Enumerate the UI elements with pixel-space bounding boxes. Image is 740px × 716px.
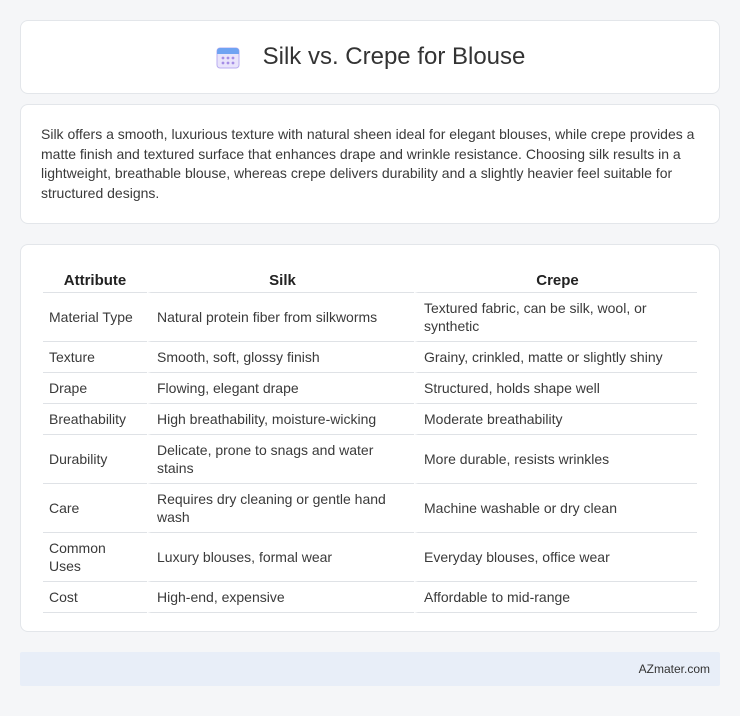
- table-row: [43, 484, 697, 533]
- table-cell: Cost: [43, 582, 147, 613]
- table-cell: Natural protein fiber from silkworms: [147, 293, 414, 342]
- table-row: [43, 435, 697, 484]
- header-crepe: Crepe: [414, 263, 697, 293]
- table-cell: High breathability, moisture-wicking: [147, 404, 414, 435]
- intro-text: Silk offers a smooth, luxurious texture with natural sheen ideal for elegant blouses, while crepe provides a matte finish and textured surface that enhances drape and wrinkle resistance. Choosing silk results in a lightweight, breathable blouse, whereas crepe delivers durability and a slightly heavier feel suitable for structured designs.: [41, 126, 695, 201]
- table-cell: More durable, resists wrinkles: [414, 435, 697, 484]
- calendar-icon: [215, 44, 241, 70]
- title-card: [20, 20, 720, 94]
- table-cell: High-end, expensive: [147, 582, 414, 613]
- table-cell: Everyday blouses, office wear: [414, 533, 697, 582]
- table-cell: Flowing, elegant drape: [147, 373, 414, 404]
- table-row: [43, 342, 697, 373]
- comparison-table: [43, 263, 697, 613]
- table-cell: Grainy, crinkled, matte or slightly shiny: [414, 342, 697, 373]
- table-row: [43, 373, 697, 404]
- table-cell: Smooth, soft, glossy finish: [147, 342, 414, 373]
- table-cell: Delicate, prone to snags and water stains: [147, 435, 414, 484]
- page-title: Silk vs. Crepe for Blouse: [262, 43, 526, 70]
- intro-card: [20, 104, 720, 224]
- table-row: [43, 404, 697, 435]
- table-cell: Requires dry cleaning or gentle hand wash: [147, 484, 414, 533]
- table-cell: Textured fabric, can be silk, wool, or synthetic: [414, 293, 697, 342]
- table-cell: Breathability: [43, 404, 147, 435]
- table-cell: Luxury blouses, formal wear: [147, 533, 414, 582]
- table-cell: Texture: [43, 342, 147, 373]
- table-header-row: [43, 263, 697, 293]
- table-row: [43, 533, 697, 582]
- table-row: [43, 293, 697, 342]
- table-cell: Machine washable or dry clean: [414, 484, 697, 533]
- table-cell: Affordable to mid-range: [414, 582, 697, 613]
- table-cell: Moderate breathability: [414, 404, 697, 435]
- footer-site-link[interactable]: AZmater.com: [638, 662, 710, 676]
- header-attribute: Attribute: [43, 263, 147, 293]
- table-cell: Structured, holds shape well: [414, 373, 697, 404]
- table-row: [43, 582, 697, 613]
- table-cell: Common Uses: [43, 533, 147, 582]
- table-cell: Durability: [43, 435, 147, 484]
- table-cell: Drape: [43, 373, 147, 404]
- table-cell: Care: [43, 484, 147, 533]
- footer: [20, 652, 720, 686]
- comparison-table-card: [20, 244, 720, 632]
- table-cell: Material Type: [43, 293, 147, 342]
- header-silk: Silk: [147, 263, 414, 293]
